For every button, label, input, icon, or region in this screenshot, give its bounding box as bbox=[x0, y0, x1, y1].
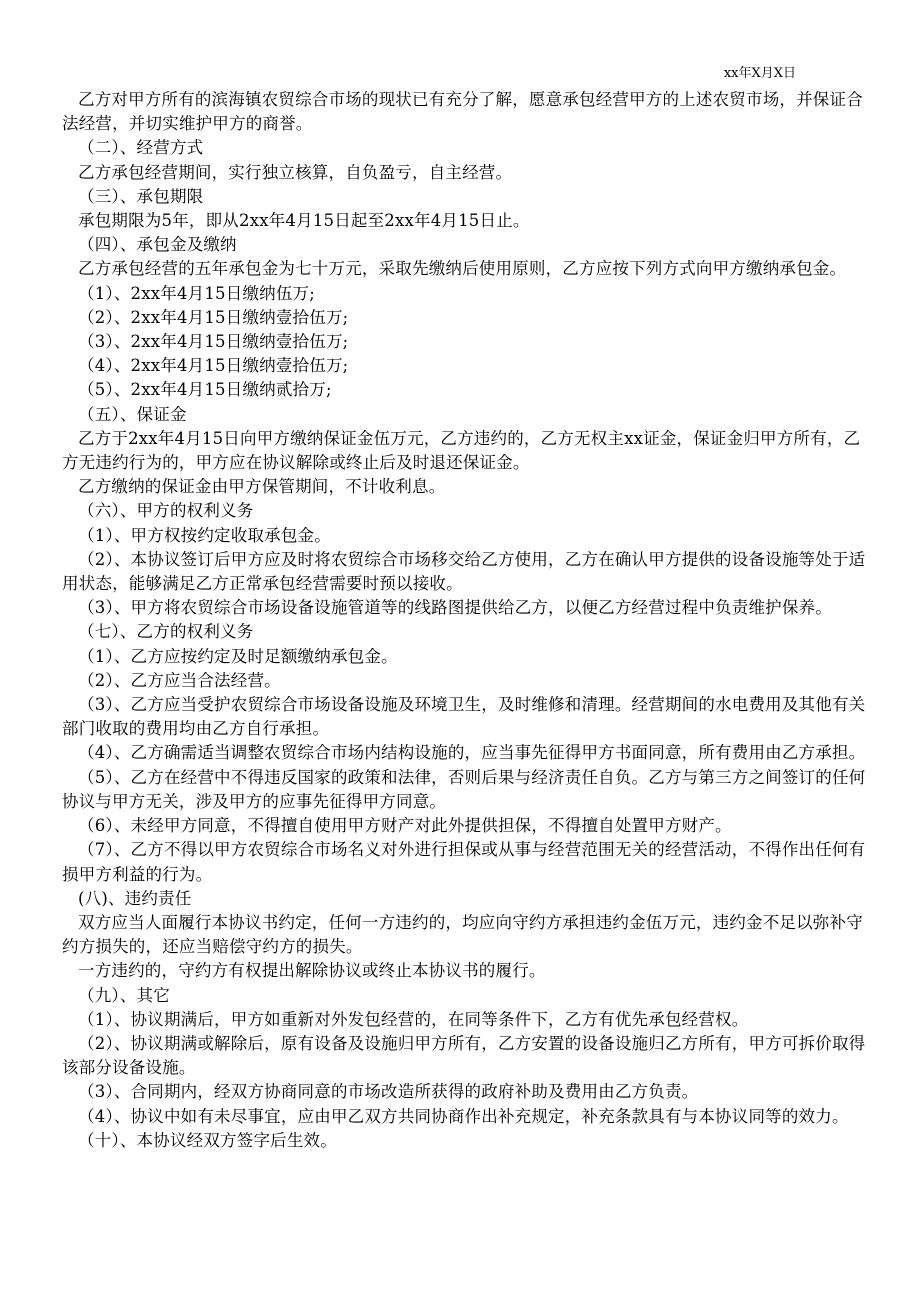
paragraph: （九）、其它 bbox=[78, 985, 170, 1005]
paragraph: 双方应当人面履行本协议书约定，任何一方违约的，均应向守约方承担违约金伍万元，违约金不足以弥补守约方损失的，还应当赔偿守约方的损失。 bbox=[62, 912, 863, 957]
document-body bbox=[62, 88, 868, 1153]
header-date: xx年X月X日 bbox=[723, 66, 796, 81]
paragraph: (八)、违约责任 bbox=[78, 888, 192, 908]
paragraph: （1）、2xx年4月15日缴纳伍万; bbox=[78, 283, 316, 303]
paragraph: （3）、乙方应当受护农贸综合市场设备设施及环境卫生，及时维修和清理。经营期间的水电费用及其他有关部门收取的费用均由乙方自行承担。 bbox=[62, 695, 866, 739]
paragraph: （三）、承包期限 bbox=[78, 186, 204, 206]
paragraph: 乙方于2xx年4月15日向甲方缴纳保证金伍万元，乙方违约的，乙方无权主xx证金，保证金归甲方所有，乙方无违约行为的，甲方应在协议解除或终止后及时退还保证金。 bbox=[62, 428, 861, 473]
paragraph: （3）、2xx年4月15日缴纳壹拾伍万; bbox=[78, 332, 349, 352]
paragraph: （1）、甲方权按约定收取承包金。 bbox=[78, 525, 331, 545]
paragraph: （1）、协议期满后，甲方如重新对外发包经营的，在同等条件下，乙方有优先承包经营权。 bbox=[78, 1009, 749, 1029]
paragraph: 乙方缴纳的保证金由甲方保管期间，不计收利息。 bbox=[78, 477, 446, 497]
paragraph: （4）、协议中如有未尽事宜，应由甲乙双方共同协商作出补充规定，补充条款具有与本协议同等的效力。 bbox=[78, 1106, 849, 1126]
paragraph: （3）、合同期内，经双方协商同意的市场改造所获得的政府补助及费用由乙方负责。 bbox=[78, 1082, 699, 1102]
paragraph: （七）、乙方的权利义务 bbox=[78, 622, 254, 642]
paragraph: （2）、协议期满或解除后，原有设备及设施归甲方所有，乙方安置的设备设施归乙方所有，甲方可拆价取得该部分设备设施。 bbox=[62, 1033, 866, 1078]
paragraph: （4）、2xx年4月15日缴纳壹拾伍万; bbox=[78, 356, 349, 376]
paragraph: （4）、乙方确需适当调整农贸综合市场内结构设施的，应当事先征得甲方书面同意，所有费用由乙方承担。 bbox=[78, 743, 866, 763]
paragraph: （1）、乙方应按约定及时足额缴纳承包金。 bbox=[78, 646, 398, 666]
paragraph: （6）、未经甲方同意，不得擅自使用甲方财产对此外提供担保，不得擅自处置甲方财产。 bbox=[78, 816, 732, 836]
paragraph: 乙方对甲方所有的滨海镇农贸综合市场的现状已有充分了解，愿意承包经营甲方的上述农贸市场，并保证合法经营，并切实维护甲方的商誉。 bbox=[62, 90, 863, 134]
paragraph: 乙方承包经营的五年承包金为七十万元，采取先缴纳后使用原则，乙方应按下列方式向甲方缴纳承包金。 bbox=[78, 259, 847, 279]
paragraph: （5）、2xx年4月15日缴纳贰拾万; bbox=[78, 380, 332, 400]
paragraph: （5）、乙方在经营中不得违反国家的政策和法律，否则后果与经济责任自负。乙方与第三方之间签订的任何协议与甲方无关，涉及甲方的应事先征得甲方同意。 bbox=[62, 767, 866, 811]
paragraph: （五）、保证金 bbox=[78, 404, 187, 424]
paragraph: 一方违约的，守约方有权提出解除协议或终止本协议书的履行。 bbox=[78, 961, 546, 981]
paragraph: （3）、甲方将农贸综合市场设备设施管道等的线路图提供给乙方，以便乙方经营过程中负责维护保养。 bbox=[78, 598, 832, 618]
paragraph: （六）、甲方的权利义务 bbox=[78, 501, 254, 521]
paragraph: （2）、本协议签订后甲方应及时将农贸综合市场移交给乙方使用，乙方在确认甲方提供的设备设施等处于适用状态，能够满足乙方正常承包经营需要时预以接收。 bbox=[62, 549, 866, 594]
paragraph: （7）、乙方不得以甲方农贸综合市场名义对外进行担保或从事与经营范围无关的经营活动，不得作出任何有损甲方利益的行为。 bbox=[62, 840, 866, 884]
paragraph: （十）、本协议经双方签字后生效。 bbox=[78, 1130, 337, 1150]
paragraph: （2）、2xx年4月15日缴纳壹拾伍万; bbox=[78, 307, 349, 327]
paragraph: （四）、承包金及缴纳 bbox=[78, 235, 237, 255]
paragraph: 承包期限为5年，即从2xx年4月15日起至2xx年4月15日止。 bbox=[78, 211, 530, 231]
paragraph: 乙方承包经营期间，实行独立核算，自负盈亏，自主经营。 bbox=[78, 162, 513, 182]
paragraph: （二）、经营方式 bbox=[78, 138, 204, 158]
paragraph: （2）、乙方应当合法经营。 bbox=[78, 670, 281, 690]
